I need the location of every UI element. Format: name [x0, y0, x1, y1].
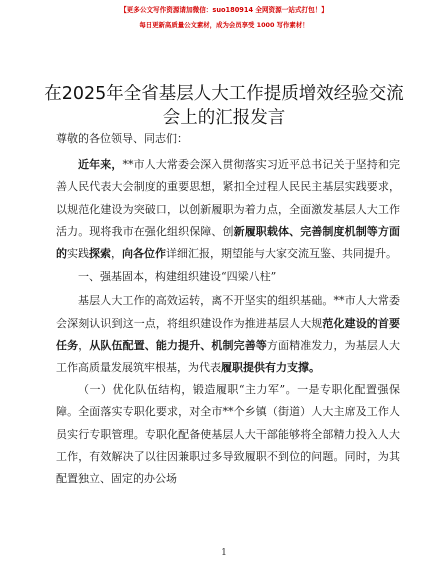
- document-title: 在2025年全省基层人大工作提质增效经验交流会上的汇报发言: [44, 84, 404, 128]
- paragraph-subsection-1: （一）优化队伍结构，锻造履职“主力军”。一是专职化配置强保障。全面落实专职化要求，对全市**个乡镇（街道）人大主席及工作人员实行专职管理。专职化配备使基层人大干部能够将全部精力投入人大工作，有效解决了以往因兼职过多导致履职不到位的问题。同时，为其配置独立、固定的办公场: [56, 383, 400, 486]
- intro-bold-3: 向各位作: [122, 247, 166, 261]
- promo-line-2: 每日更新高质量公文素材，成为会员享受 1000 写作素材！: [139, 21, 309, 29]
- intro-bold-1: 新履职载体、完善制度机制等方面的: [56, 224, 401, 261]
- intro-bold-2: 探索: [89, 247, 111, 261]
- intro-tail: 详细汇报，期望能与大家交流互鉴、共同提升。: [166, 247, 397, 261]
- promo-banner: [0, 4, 448, 31]
- section1-bold-3: 履职提供有力支撑。: [221, 361, 320, 375]
- section1-text-c: 方面精准发力，为基层人大工作高质量发展筑牢根基，为代表: [56, 338, 401, 375]
- intro-mid-2: ，: [111, 247, 122, 261]
- intro-lead: 近年来，: [78, 158, 123, 172]
- page-number: 1: [221, 548, 227, 558]
- paragraph-section-1: [56, 290, 400, 379]
- greeting: 尊敬的各位领导、同志们：: [56, 132, 188, 145]
- promo-line-1: 【更多公文写作资源请加微信：suo180914 全网资源一站式打包！】: [120, 6, 328, 14]
- section1-mid: ，: [78, 338, 90, 352]
- intro-text: **市人大常委会深入贯彻落实习近平总书记关于坚持和完善人民代表大会制度的重要思想，紧扣全过程人民民主基层实践要求，以规范化建设为突破口，以创新履职为着力点，全面激发基层人大工作活力。现将我市在强化组织保障、创: [56, 158, 401, 238]
- section-heading-1: 一、强基固本，构建组织建设“四梁八柱”: [78, 270, 277, 284]
- intro-mid-1: 实践: [67, 247, 89, 261]
- section1-text-a: 基层人大工作的高效运转，离不开坚实的组织基础。**市人大常委会深刻认识到这一点，将组织建设作为推进基层人大规: [56, 294, 400, 330]
- paragraph-intro: [56, 154, 400, 265]
- section1-bold-2: 从队伍配置、能力提升、机制完善等: [89, 338, 267, 352]
- document-body: [56, 128, 400, 490]
- section1-bold-1: 范化建设的首要任务: [56, 316, 401, 352]
